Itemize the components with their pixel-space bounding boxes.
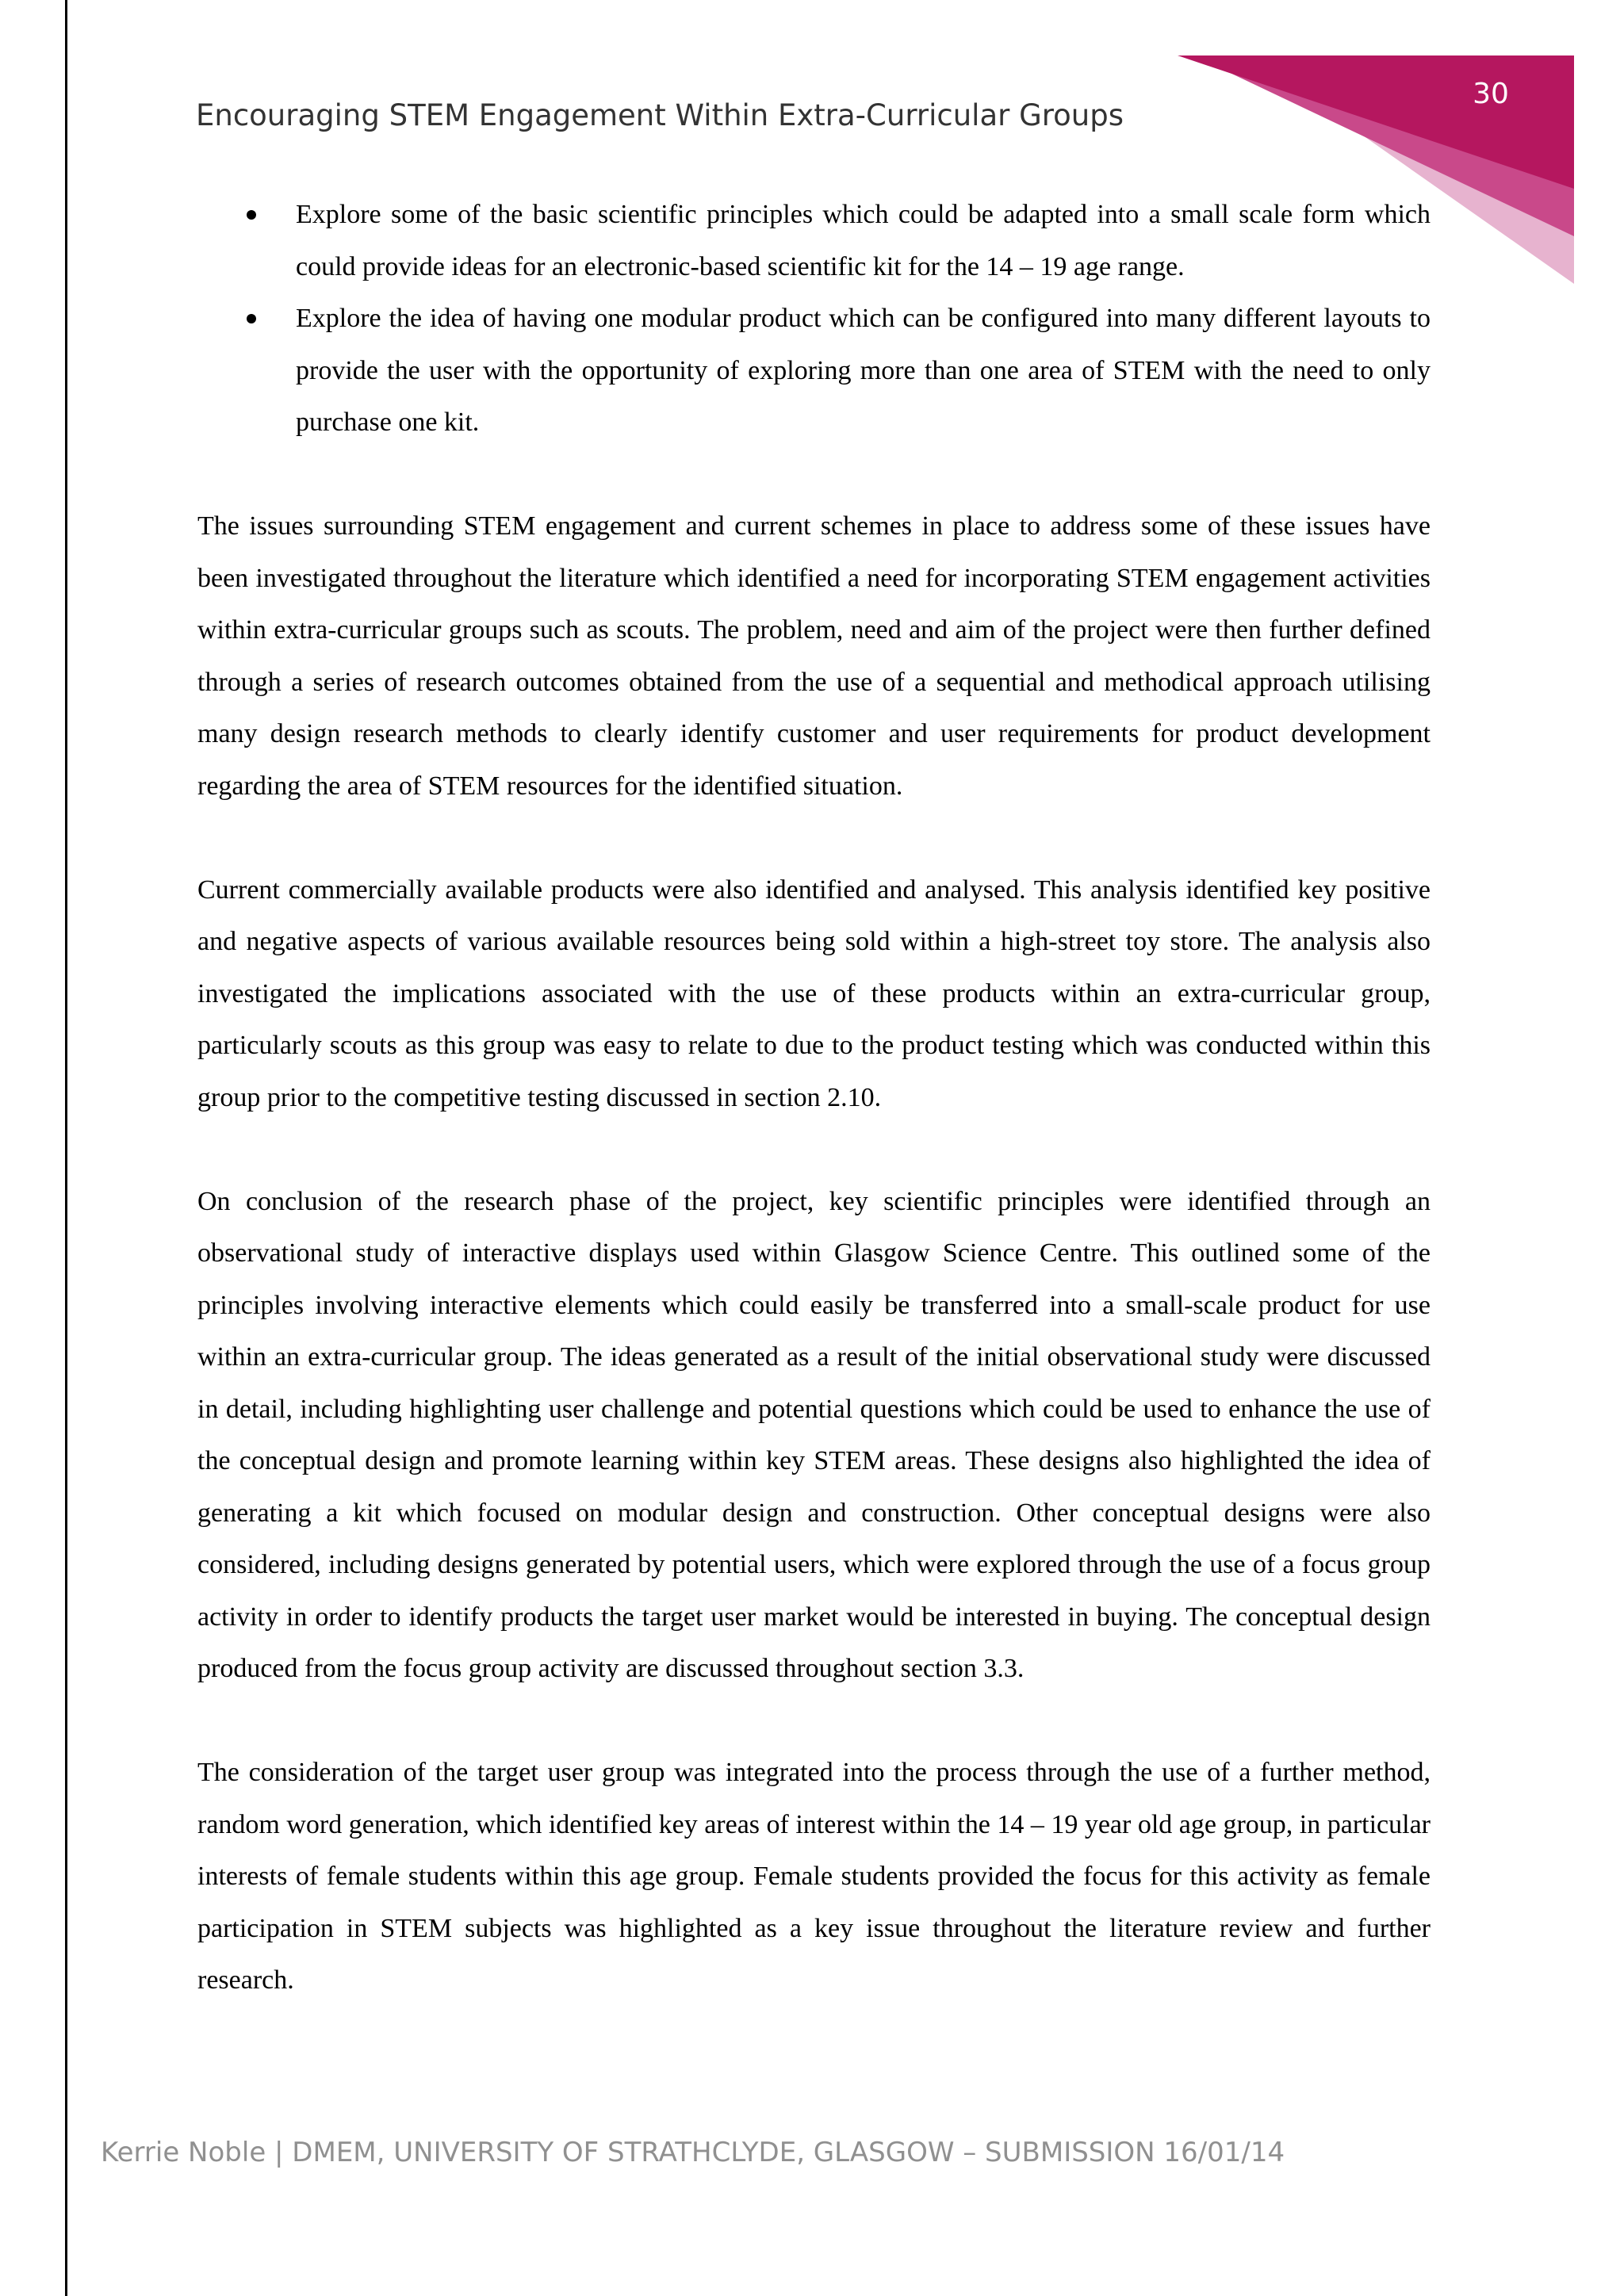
body-text (197, 189, 1431, 2007)
paragraph-commercial-products: Current commercially available products were also identified and analysed. This analysis identified key positive and negative aspects of various available resources being sold within a high-street toy store. The analysis also investigated the implications associated with the use of these products within an extra-curricular group, particularly scouts as this group was easy to relate to due to the product testing which was conducted within this group prior to the competitive testing discussed in section 2.10. (197, 874, 1431, 1112)
bullet-list (197, 189, 1431, 449)
bullet-icon (247, 314, 256, 323)
running-header-title: Encouraging STEM Engagement Within Extra-Curricular Groups (196, 98, 1124, 132)
page-number: 30 (1473, 78, 1509, 110)
paragraph-stem-issues: The issues surrounding STEM engagement and current schemes in place to address some of these issues have been investigated throughout the literature which identified a need for incorporating STEM engagement activities within extra-curricular groups such as scouts. The problem, need and aim of the project were then further defined through a series of research outcomes obtained from the use of a sequential and methodical approach utilising many design research methods to clearly identify customer and user requirements for product development regarding the area of STEM resources for the identified situation. (197, 511, 1431, 801)
paragraph-research-conclusion: On conclusion of the research phase of the project, key scientific principles were identified through an observational study of interactive displays used within Glasgow Science Centre. This outlined some of the principles involving interactive elements which could easily be transferred into a small-scale product for use within an extra-curricular group. The ideas generated as a result of the initial observational study were discussed in detail, including highlighting user challenge and potential questions which could be used to enhance the use of the conceptual design and promote learning within key STEM areas. These designs also highlighted the idea of generating a kit which focused on modular design and construction. Other conceptual designs were also considered, including designs generated by potential users, which were explored through the use of a focus group activity in order to identify products the target user market would be interested in buying. The conceptual design produced from the focus group activity are discussed throughout section 3.3. (197, 1186, 1431, 1683)
bullet-text: Explore the idea of having one modular product which can be configured into many different layouts to provide the user with the opportunity of exploring more than one area of STEM with the need to only purchase one kit. (296, 304, 1431, 437)
bullet-text: Explore some of the basic scientific principles which could be adapted into a small scale form which could provide ideas for an electronic-based scientific kit for the 14 – 19 age range. (296, 200, 1431, 281)
left-margin-rule (65, 0, 67, 2296)
bullet-item (197, 293, 1431, 449)
bullet-icon (247, 210, 256, 220)
bullet-item (197, 189, 1431, 293)
paragraph-target-user-group: The consideration of the target user group was integrated into the process through the use of a further method, random word generation, which identified key areas of interest within the 14 – 19 year old age group, in particular interests of female students within this age group. Female students provided the focus for this activity as female participation in STEM subjects was highlighted as a key issue throughout the literature review and further research. (197, 1758, 1431, 1995)
page-footer: Kerrie Noble | DMEM, UNIVERSITY OF STRATHCLYDE, GLASGOW – SUBMISSION 16/01/14 (101, 2137, 1285, 2168)
